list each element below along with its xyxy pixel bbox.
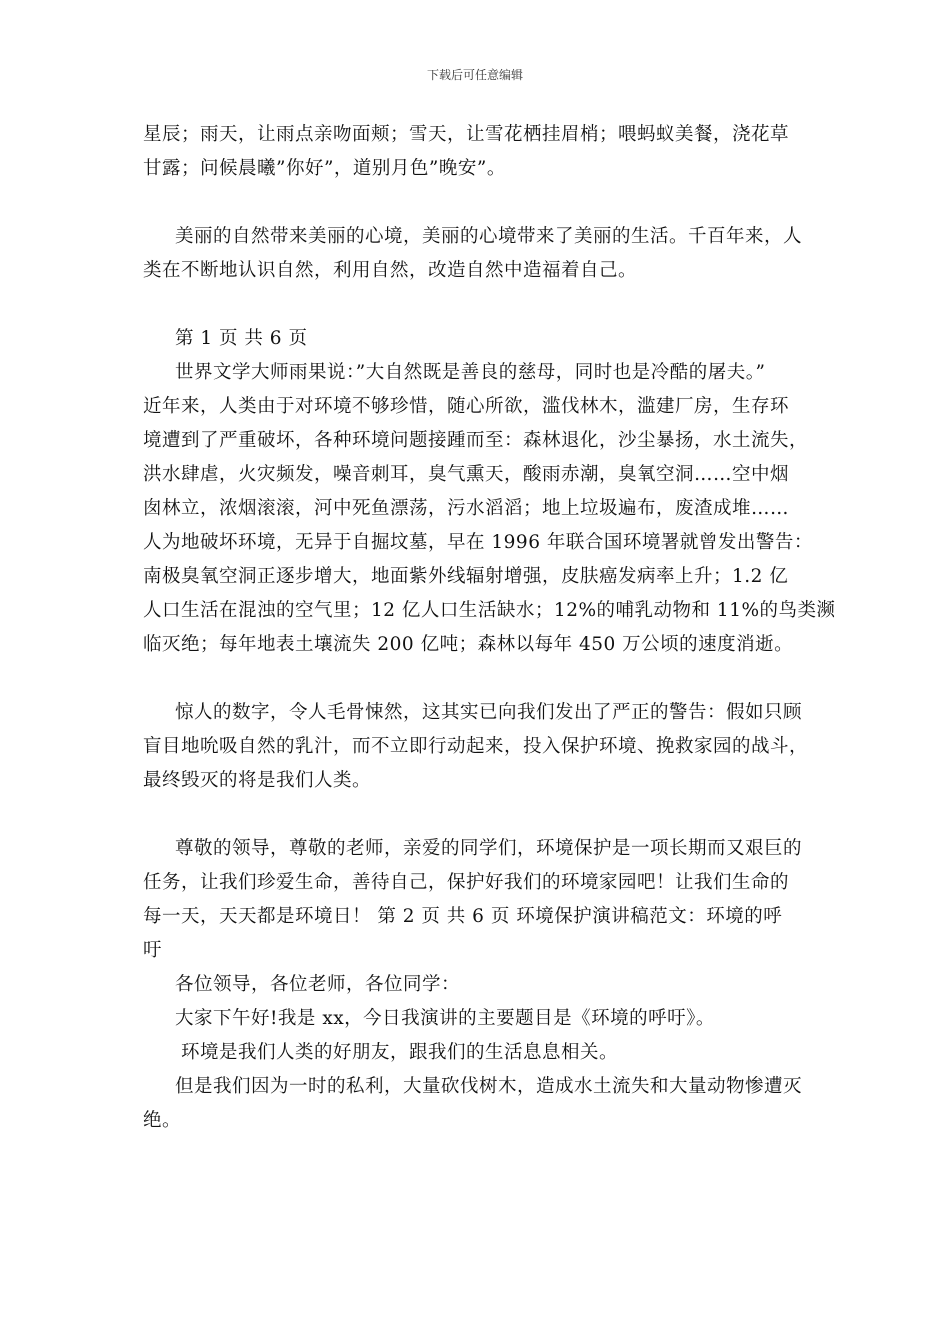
page-number-line: 第 1 页 共 6 页 xyxy=(175,328,308,349)
paragraph-gap xyxy=(143,798,818,832)
text-line: 环境是我们人类的好朋友，跟我们的生活息息相关。 xyxy=(181,1042,619,1063)
text-line: 每一天，天天都是环境日！ 第 2 页 共 6 页 环境保护演讲稿范文：环境的呼 xyxy=(143,906,783,927)
text-line: 世界文学大师雨果说：”大自然既是善良的慈母，同时也是冷酷的屠夫。” xyxy=(175,362,766,383)
text-line: 惊人的数字，令人毛骨悚然，这其实已向我们发出了严正的警告：假如只顾 xyxy=(175,702,803,723)
text-line: 甘露；问候晨曦”你好”，道别月色”晚安”。 xyxy=(143,158,506,179)
document-body xyxy=(143,118,836,1138)
page-header-note: 下载后可任意编辑 xyxy=(426,68,523,82)
text-line: 人口生活在混浊的空气里；12 亿人口生活缺水；12%的哺乳动物和 11%的鸟类濒 xyxy=(143,600,836,621)
text-line: 但是我们因为一时的私利，大量砍伐树木，造成水土流失和大量动物惨遭灭 xyxy=(175,1076,803,1097)
text-line: 吁 xyxy=(143,940,163,961)
text-line: 绝。 xyxy=(143,1110,182,1131)
paragraph-gap xyxy=(143,288,818,322)
text-line: 人为地破坏环境，无异于自掘坟墓，早在 1996 年联合国环境署就曾发出警告： xyxy=(143,532,813,553)
text-line: 尊敬的领导，尊敬的老师，亲爱的同学们，环境保护是一项长期而又艰巨的 xyxy=(175,838,803,859)
paragraph-gap xyxy=(143,186,818,220)
text-line: 近年来，人类由于对环境不够珍惜，随心所欲，滥伐林木，滥建厂房，生存环 xyxy=(143,396,790,417)
text-line: 美丽的自然带来美丽的心境，美丽的心境带来了美丽的生活。千百年来，人 xyxy=(175,226,803,247)
text-line: 盲目地吮吸自然的乳汁，而不立即行动起来，投入保护环境、挽救家园的战斗， xyxy=(143,736,809,757)
text-line: 洪水肆虐，火灾频发，噪音刺耳，臭气熏天，酸雨赤潮，臭氧空洞……空中烟 xyxy=(143,464,790,485)
text-line: 任务，让我们珍爱生命，善待自己，保护好我们的环境家园吧！让我们生命的 xyxy=(143,872,790,893)
paragraph-gap xyxy=(143,662,818,696)
text-line: 临灭绝；每年地表土壤流失 200 亿吨；森林以每年 450 万公顷的速度消逝。 xyxy=(143,634,794,655)
text-line: 南极臭氧空洞正逐步增大，地面紫外线辐射增强，皮肤癌发病率上升；1.2 亿 xyxy=(143,566,789,587)
text-line: 境遭到了严重破坏，各种环境问题接踵而至：森林退化，沙尘暴扬，水土流失， xyxy=(143,430,809,451)
text-line: 类在不断地认识自然，利用自然，改造自然中造福着自己。 xyxy=(143,260,638,281)
text-line: 最终毁灭的将是我们人类。 xyxy=(143,770,372,791)
text-line: 各位领导，各位老师，各位同学： xyxy=(175,974,461,995)
text-line: 囱林立，浓烟滚滚，河中死鱼漂荡，污水滔滔；地上垃圾遍布，废渣成堆…… xyxy=(143,498,790,519)
text-line: 大家下午好!我是 xx，今日我演讲的主要题目是《环境的呼吁》。 xyxy=(175,1008,715,1029)
text-line: 星辰；雨天，让雨点亲吻面颊；雪天，让雪花栖挂眉梢；喂蚂蚁美餐，浇花草 xyxy=(143,124,790,145)
